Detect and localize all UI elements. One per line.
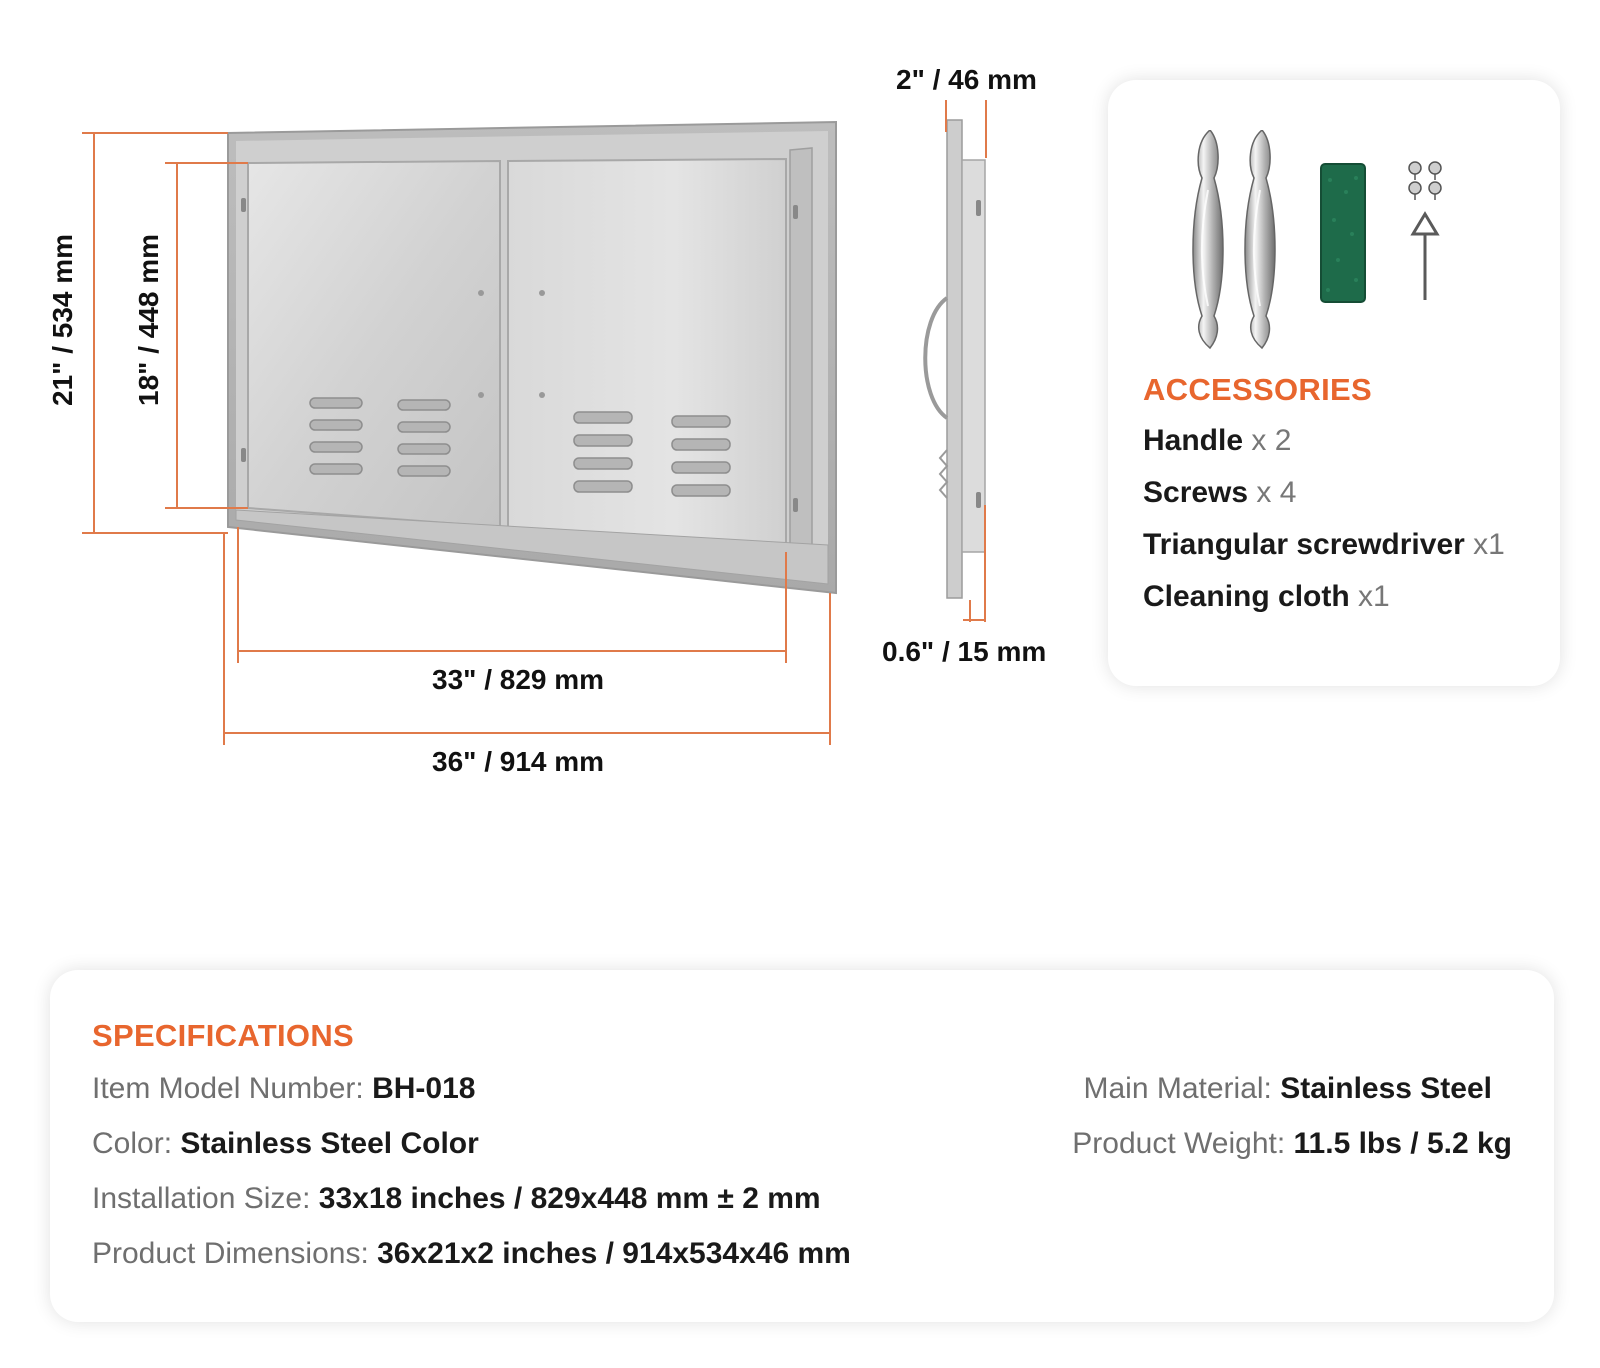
spec-product-weight: Product Weight: 11.5 lbs / 5.2 kg (1072, 1127, 1512, 1160)
handle-icon (1245, 130, 1275, 348)
overall-width-label: 36" / 914 mm (432, 746, 605, 777)
panel-thickness-label: 0.6" / 15 mm (882, 636, 1047, 667)
specifications-title: SPECIFICATIONS (92, 1018, 354, 1053)
accessories-title: ACCESSORIES (1143, 372, 1372, 407)
spec-product-dimensions: Product Dimensions: 36x21x2 inches / 914x534x46 mm (92, 1237, 851, 1270)
side-handle-profile (925, 298, 947, 418)
spec-main-material: Main Material: Stainless Steel (1083, 1072, 1492, 1105)
accessory-item-screwdriver: Triangular screwdriver x1 (1143, 528, 1505, 561)
inner-width-label: 33" / 829 mm (432, 664, 605, 695)
accessories-illustration (1188, 130, 1478, 350)
accessory-item-handle: Handle x 2 (1143, 424, 1292, 457)
screwdriver-icon (1413, 214, 1437, 300)
spec-color: Color: Stainless Steel Color (92, 1127, 479, 1160)
handle-icon (1193, 130, 1223, 348)
accessories-card (1108, 80, 1560, 686)
depth-label: 2" / 46 mm (896, 64, 1037, 95)
spec-model: Item Model Number: BH-018 (92, 1072, 476, 1105)
specifications-card (50, 970, 1554, 1322)
overall-height-label: 21" / 534 mm (47, 233, 78, 406)
accessory-item-screws: Screws x 4 (1143, 476, 1297, 509)
right-door-panel (508, 159, 786, 552)
cleaning-cloth-icon (1321, 164, 1365, 302)
screws-icon (1409, 162, 1441, 200)
inner-height-label: 18" / 448 mm (133, 233, 164, 406)
left-door-panel (248, 161, 500, 527)
accessory-item-cloth: Cleaning cloth x1 (1143, 580, 1390, 613)
spec-installation-size: Installation Size: 33x18 inches / 829x448 mm ± 2 mm (92, 1182, 821, 1215)
door-side-view (925, 120, 985, 598)
